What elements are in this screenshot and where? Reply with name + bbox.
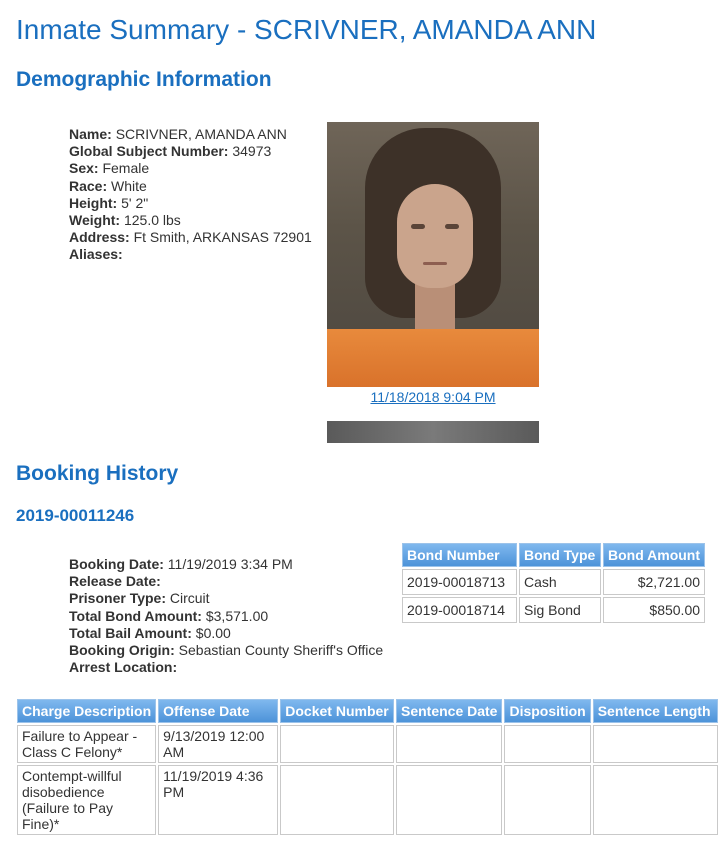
- bond-type-header: Bond Type: [519, 543, 601, 567]
- table-row: [402, 569, 705, 595]
- sentence-date-cell: [396, 725, 502, 763]
- docket-number-header: Docket Number: [280, 699, 394, 723]
- bond-number-cell: 2019-00018714: [402, 597, 517, 623]
- field-booking-date: Booking Date: 11/19/2019 3:34 PM: [69, 556, 293, 572]
- field-sex: Sex: Female: [69, 160, 150, 177]
- photo-eye-right: [445, 224, 459, 229]
- field-aliases: Aliases:: [69, 246, 123, 263]
- charge-description-cell: Failure to Appear - Class C Felony*: [17, 725, 156, 763]
- photo-date-link[interactable]: 11/18/2018 9:04 PM: [370, 389, 496, 405]
- bond-table: [400, 541, 707, 625]
- field-height: Height: 5' 2": [69, 194, 149, 211]
- field-total-bail-amount: Total Bail Amount: $0.00: [69, 624, 231, 641]
- disposition-cell: [504, 765, 590, 835]
- disposition-cell: [504, 725, 590, 763]
- bond-table-header-row: [402, 543, 705, 567]
- charge-table: [15, 697, 720, 837]
- sentence-length-header: Sentence Length: [593, 699, 718, 723]
- sentence-length-cell: [593, 725, 718, 763]
- table-row: [17, 765, 718, 835]
- mugshot-photo: [327, 122, 539, 387]
- field-global-subject-number: Global Subject Number: 34973: [69, 143, 272, 160]
- bond-amount-cell: $2,721.00: [603, 569, 705, 595]
- page-title: Inmate Summary - SCRIVNER, AMANDA ANN: [16, 14, 597, 45]
- docket-number-cell: [280, 725, 394, 763]
- demographics-info: [69, 126, 312, 264]
- bond-amount-cell: $850.00: [603, 597, 705, 623]
- field-address: Address: Ft Smith, ARKANSAS 72901: [69, 229, 312, 246]
- photo-eye-left: [411, 224, 425, 229]
- field-weight: Weight: 125.0 lbs: [69, 212, 181, 229]
- bond-amount-header: Bond Amount: [603, 543, 705, 567]
- disposition-header: Disposition: [504, 699, 590, 723]
- offense-date-header: Offense Date: [158, 699, 278, 723]
- field-race: Race: White: [69, 177, 147, 194]
- table-row: [17, 725, 718, 763]
- field-arrest-location: Arrest Location:: [69, 659, 178, 676]
- charge-description-header: Charge Description: [17, 699, 156, 723]
- field-booking-origin: Booking Origin: Sebastian County Sheriff's Office: [69, 642, 384, 659]
- sentence-length-cell: [593, 765, 718, 835]
- photo-shirt: [327, 329, 539, 387]
- photo-mouth: [423, 262, 447, 265]
- field-prisoner-type: Prisoner Type: Circuit: [69, 590, 210, 607]
- booking-info: [69, 556, 383, 676]
- bond-type-cell: Cash: [519, 569, 601, 595]
- demographics-heading: Demographic Information: [16, 68, 272, 91]
- sentence-date-header: Sentence Date: [396, 699, 502, 723]
- sentence-date-cell: [396, 765, 502, 835]
- field-total-bond-amount: Total Bond Amount: $3,571.00: [69, 607, 269, 624]
- charge-table-header-row: [17, 699, 718, 723]
- offense-date-cell: 11/19/2019 4:36 PM: [158, 765, 278, 835]
- booking-history-heading: Booking History: [16, 462, 179, 485]
- table-row: [402, 597, 705, 623]
- secondary-photo: [327, 421, 539, 443]
- bond-number-header: Bond Number: [402, 543, 517, 567]
- charge-description-cell: Contempt-willful disobedience (Failure to Pay Fine)*: [17, 765, 156, 835]
- offense-date-cell: 9/13/2019 12:00 AM: [158, 725, 278, 763]
- field-name: Name: SCRIVNER, AMANDA ANN: [69, 126, 287, 142]
- photo-face: [397, 184, 473, 288]
- docket-number-cell: [280, 765, 394, 835]
- booking-number: 2019-00011246: [16, 506, 135, 525]
- bond-number-cell: 2019-00018713: [402, 569, 517, 595]
- field-release-date: Release Date:: [69, 573, 161, 590]
- bond-type-cell: Sig Bond: [519, 597, 601, 623]
